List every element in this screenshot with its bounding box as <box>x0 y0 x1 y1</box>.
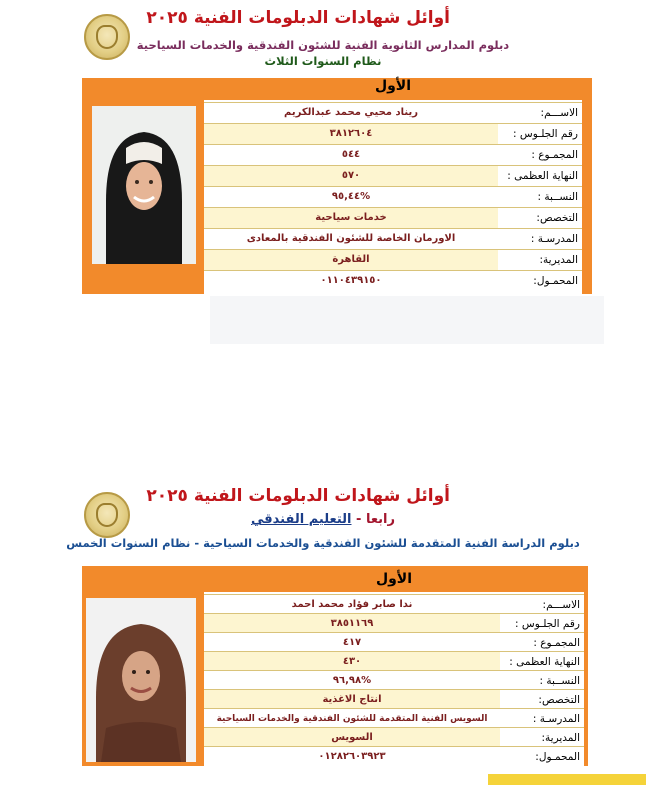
row-label: المحمـول: <box>533 275 578 287</box>
info-row-percent <box>204 186 582 207</box>
row-label: النهاية العظمى : <box>500 652 584 670</box>
row-label: النســبة : <box>537 191 578 203</box>
row-value: ٠١٢٨٢٦٠٣٩٢٣ <box>318 751 386 762</box>
student-info-table <box>204 566 584 766</box>
student-card <box>82 566 588 766</box>
row-value: ريناد محيي محمد عبدالكريم <box>284 107 418 118</box>
info-row-mobile <box>204 270 582 291</box>
row-value: ٣٨١٢٦٠٤ <box>329 128 373 139</box>
row-label: رقم الجلـوس : <box>498 124 582 144</box>
page-title: أوائل شهادات الدبلومات الفنية ٢٠٢٥ <box>146 8 450 28</box>
row-value: القاهرة <box>332 254 370 265</box>
row-label: رقم الجلـوس : <box>500 614 584 632</box>
row-label: النســبة : <box>539 675 580 687</box>
row-label: المحمـول: <box>535 751 580 763</box>
category-field: التعليم الفندقي <box>251 512 352 527</box>
row-label: المدرسـة : <box>530 233 578 245</box>
rank-header: الأول <box>204 78 582 100</box>
row-value: ٠١١٠٤٣٩١٥٠ <box>320 275 382 286</box>
row-value: ٤١٧ <box>342 637 362 648</box>
info-row-seat <box>204 613 584 632</box>
info-row-name <box>204 594 584 613</box>
rank-header: الأول <box>204 566 584 592</box>
info-row-max <box>204 651 584 670</box>
row-label: النهاية العظمى : <box>498 166 582 186</box>
corner-accent-bar <box>488 774 646 785</box>
row-label: المجمـوع : <box>531 149 578 161</box>
info-row-directorate <box>204 249 582 270</box>
page-title: أوائل شهادات الدبلومات الفنية ٢٠٢٥ <box>146 486 450 506</box>
info-row-specialty <box>204 689 584 708</box>
category-dash: - <box>351 512 366 527</box>
faint-shadow-block <box>210 296 604 344</box>
diploma-subtitle: دبلوم الدراسة الفنية المتقدمة للشئون الفندقية والخدمات السياحية - نظام السنوات الخمس <box>66 536 580 550</box>
row-value: %٩٥,٤٤ <box>331 191 371 202</box>
info-row-seat <box>204 123 582 144</box>
system-subtitle: نظام السنوات الثلاث <box>264 54 382 68</box>
row-label: المجمـوع : <box>533 637 580 649</box>
row-value: الاورمان الخاصة للشئون الفندقية بالمعادى <box>246 233 456 244</box>
row-value: ٣٨٥١١٦٩ <box>330 618 374 629</box>
info-row-specialty <box>204 207 582 228</box>
info-row-name <box>204 102 582 123</box>
row-label: الاســـم: <box>540 107 578 119</box>
row-label: التخصص: <box>500 690 584 708</box>
row-value: خدمات سياحية <box>315 212 387 223</box>
row-value: ٥٤٤ <box>341 149 361 160</box>
info-row-mobile <box>204 746 584 765</box>
row-value: السويس الفنية المتقدمة للشئون الفندقية والخدمات السياحية <box>216 714 488 724</box>
student-info-table <box>204 78 582 294</box>
info-row-directorate <box>204 727 584 746</box>
row-value: السويس <box>331 732 373 743</box>
row-label: الاســـم: <box>542 599 580 611</box>
student-photo <box>92 106 196 264</box>
row-label: التخصص: <box>498 208 582 228</box>
row-value: %٩٦,٩٨ <box>332 675 372 686</box>
row-value: ٥٧٠ <box>341 170 361 181</box>
row-label: المديرية: <box>500 728 584 746</box>
info-row-school <box>204 228 582 249</box>
info-row-percent <box>204 670 584 689</box>
info-row-total <box>204 632 584 651</box>
info-row-school <box>204 708 584 727</box>
info-row-total <box>204 144 582 165</box>
category-rank: رابعا <box>365 512 395 527</box>
row-value: ندا صابر فؤاد محمد احمد <box>291 599 413 610</box>
row-label: المدرسـة : <box>532 713 580 725</box>
student-card <box>82 78 592 294</box>
student-photo <box>86 598 196 762</box>
row-label: المديرية: <box>498 250 582 270</box>
info-row-max <box>204 165 582 186</box>
diploma-subtitle: دبلوم المدارس الثانوية الفنية للشئون الفندقية والخدمات السياحية <box>136 38 510 52</box>
row-value: انتاج الاغذية <box>322 694 382 705</box>
row-value: ٤٣٠ <box>342 656 362 667</box>
category-subtitle <box>0 512 646 527</box>
